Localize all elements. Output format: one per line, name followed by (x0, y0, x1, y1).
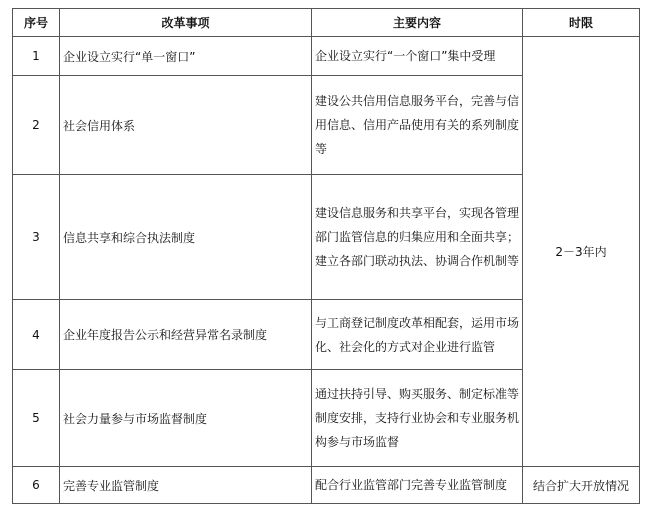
header-content: 主要内容 (312, 9, 523, 37)
table-row (13, 467, 640, 504)
row-content: 建设公共信用信息服务平台，完善与信用信息、信用产品使用有关的系列制度等 (312, 76, 523, 175)
row-seq: 4 (13, 300, 60, 370)
header-seq: 序号 (13, 9, 60, 37)
row-item: 社会力量参与市场监督制度 (60, 370, 312, 467)
period-cell-merged: 2－3年内 (523, 37, 640, 467)
row-seq: 3 (13, 175, 60, 300)
row-item: 信息共享和综合执法制度 (60, 175, 312, 300)
row-seq: 5 (13, 370, 60, 467)
row-seq: 6 (13, 467, 60, 504)
header-item: 改革事项 (60, 9, 312, 37)
table-row (13, 37, 640, 76)
row-content: 企业设立实行“一个窗口”集中受理 (312, 37, 523, 76)
row-content: 通过扶持引导、购买服务、制定标准等制度安排，支持行业协会和专业服务机构参与市场监督 (312, 370, 523, 467)
row-item: 完善专业监管制度 (60, 467, 312, 504)
row-item: 企业年度报告公示和经营异常名录制度 (60, 300, 312, 370)
row-content: 与工商登记制度改革相配套，运用市场化、社会化的方式对企业进行监管 (312, 300, 523, 370)
header-period: 时限 (523, 9, 640, 37)
row-item: 社会信用体系 (60, 76, 312, 175)
row-seq: 2 (13, 76, 60, 175)
header-row (13, 9, 640, 37)
reform-table (12, 8, 640, 504)
row-content: 建设信息服务和共享平台，实现各管理部门监管信息的归集应用和全面共享；建立各部门联动执法、协调合作机制等 (312, 175, 523, 300)
row-content: 配合行业监管部门完善专业监管制度 (312, 467, 523, 504)
period-cell: 结合扩大开放情况 (523, 467, 640, 504)
row-item: 企业设立实行“单一窗口” (60, 37, 312, 76)
row-seq: 1 (13, 37, 60, 76)
